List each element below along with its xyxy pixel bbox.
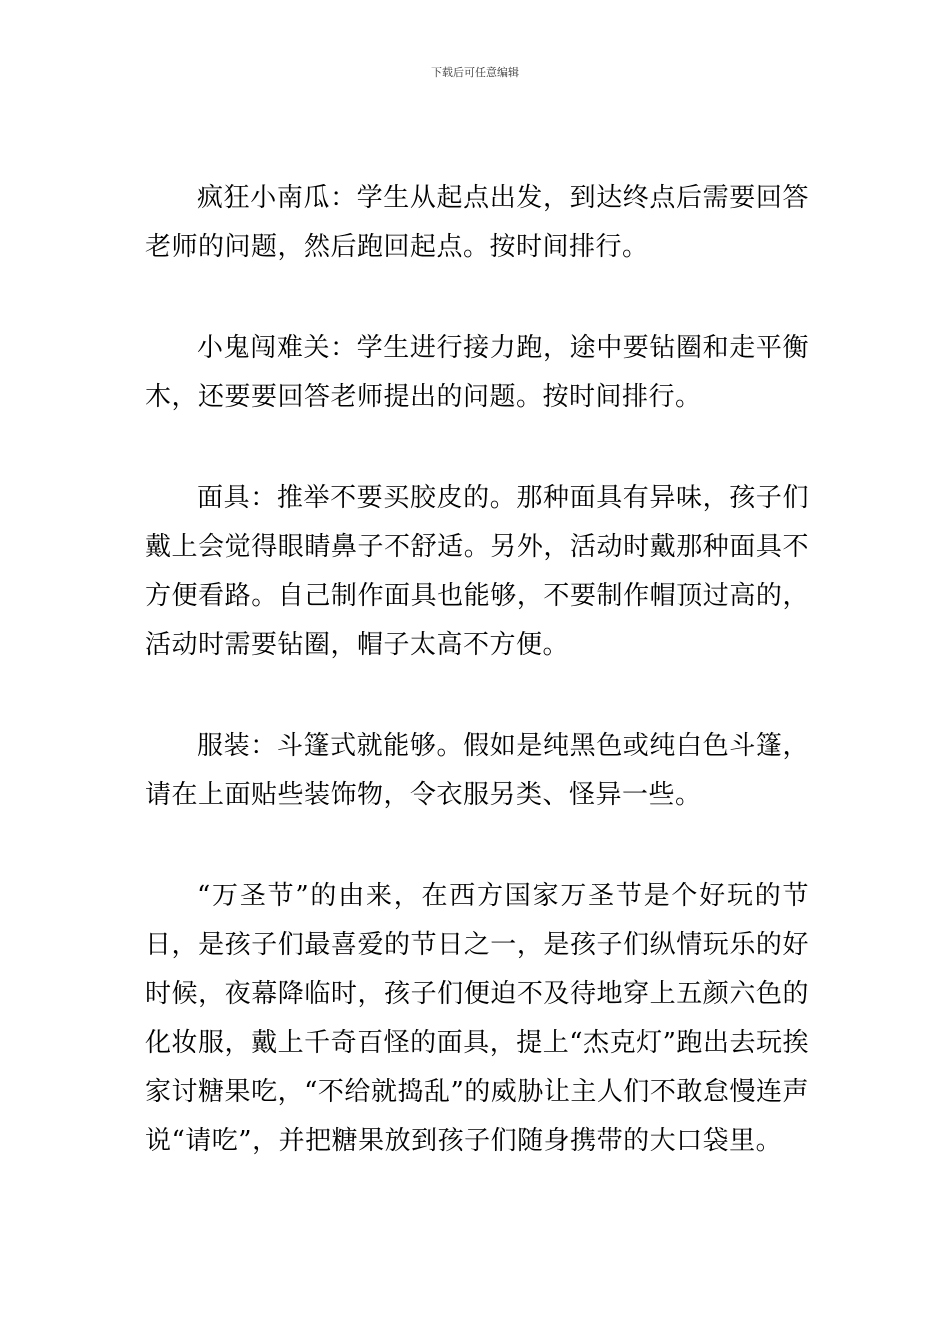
paragraph-halloween-origin: “万圣节”的由来，在西方国家万圣节是个好玩的节日，是孩子们最喜爱的节日之一，是孩子们纵情玩乐的好时候，夜幕降临时，孩子们便迫不及待地穿上五颜六色的化妆服，戴上千奇百怪的面具，提上“杰克灯”跑出去玩挨家讨糖果吃，“不给就捣乱”的威胁让主人们不敢怠慢连声说“请吃”，并把糖果放到孩子们随身携带的大口袋里。 bbox=[145, 881, 809, 1156]
paragraph-costumes: 服装：斗篷式就能够。假如是纯黑色或纯白色斗篷，请在上面贴些装饰物，令衣服另类、怪异一些。 bbox=[145, 731, 809, 810]
document-body bbox=[145, 174, 809, 1218]
paragraph-ghost-challenge: 小鬼闯难关：学生进行接力跑，途中要钻圈和走平衡木，还要要回答老师提出的问题。按时间排行。 bbox=[145, 333, 809, 412]
page-header: 下载后可任意编辑 bbox=[431, 66, 519, 79]
paragraph-masks: 面具：推举不要买胶皮的。那种面具有异味，孩子们戴上会觉得眼睛鼻子不舒适。另外，活动时戴那种面具不方便看路。自己制作面具也能够，不要制作帽顶过高的，活动时需要钻圈，帽子太高不方便。 bbox=[145, 483, 809, 660]
paragraph-pumpkin-game: 疯狂小南瓜：学生从起点出发，到达终点后需要回答老师的问题，然后跑回起点。按时间排行。 bbox=[145, 183, 809, 262]
